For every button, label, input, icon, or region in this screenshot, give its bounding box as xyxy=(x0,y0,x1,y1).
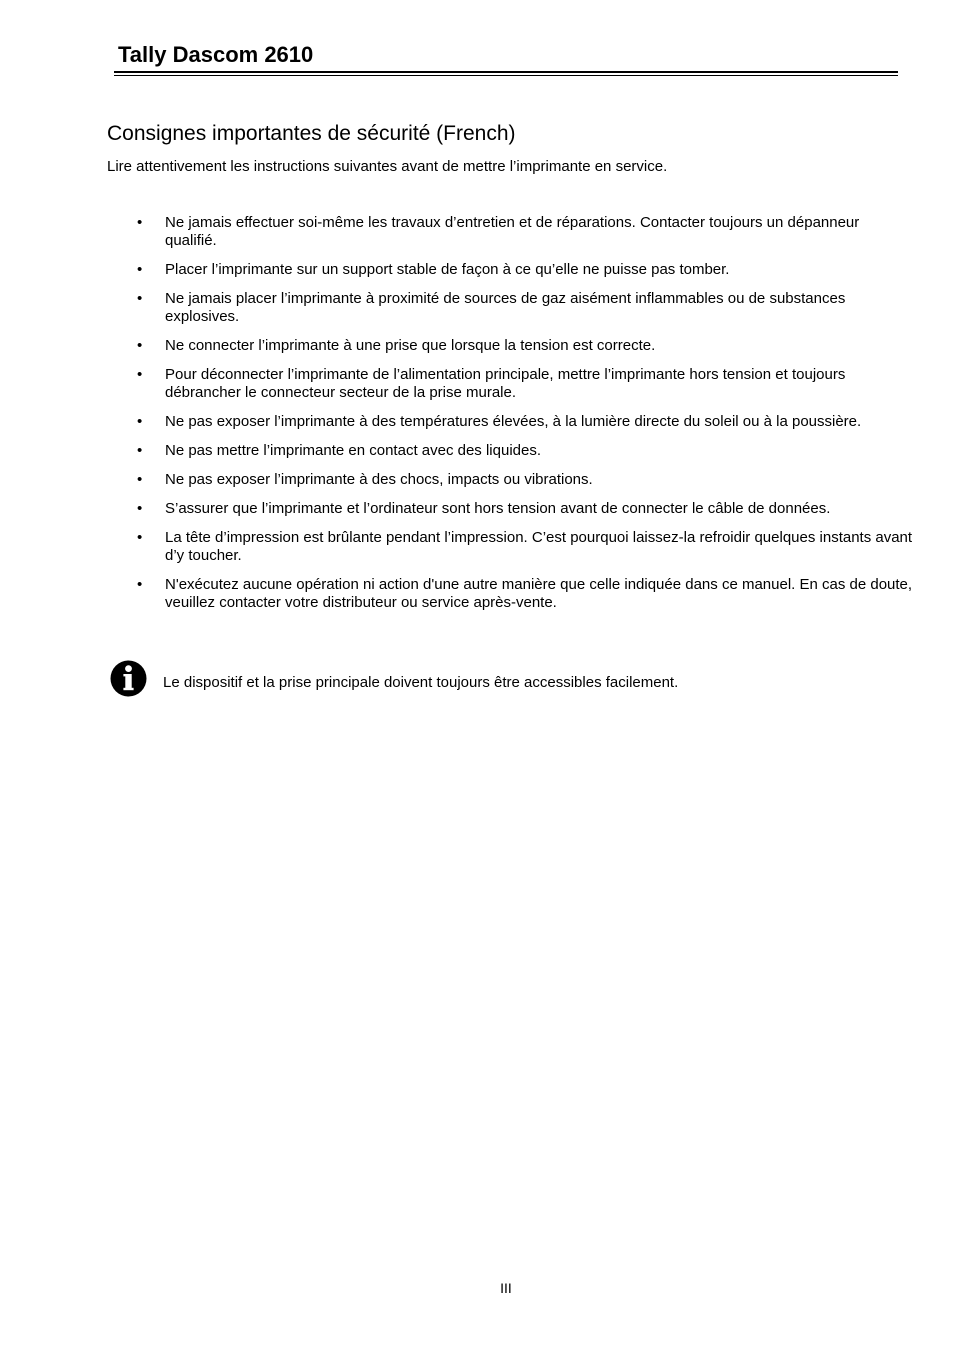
list-item-text: N'exécutez aucune opération ni action d'une autre manière que celle indiquée dans ce manuel. En cas de doute, veuillez contacter votre distributeur ou service après-vente. xyxy=(165,576,913,611)
list-item xyxy=(133,442,913,460)
list-item xyxy=(133,500,913,518)
section-title: Consignes importantes de sécurité (French) xyxy=(107,122,516,145)
header-divider-thick xyxy=(114,71,898,73)
bullet-icon: • xyxy=(137,471,143,488)
bullet-icon: • xyxy=(137,366,143,383)
section-intro: Lire attentivement les instructions suivantes avant de mettre l’imprimante en service. xyxy=(107,158,668,175)
page-header-title: Tally Dascom 2610 xyxy=(118,42,314,67)
note-text: Le dispositif et la prise principale doivent toujours être accessibles facilement. xyxy=(163,674,679,691)
list-item-text: La tête d’impression est brûlante pendant l’impression. C’est pourquoi laissez-la refroidir quelques instants avant d’y toucher. xyxy=(165,529,913,564)
bullet-icon: • xyxy=(137,529,143,546)
bullet-icon: • xyxy=(137,290,143,307)
bullet-icon: • xyxy=(137,413,143,430)
bullet-icon: • xyxy=(137,214,143,231)
list-item xyxy=(133,261,913,279)
list-item xyxy=(133,471,913,489)
safety-instructions-list xyxy=(133,214,913,623)
bullet-icon: • xyxy=(137,337,143,354)
list-item-text: Ne connecter l’imprimante à une prise que lorsque la tension est correcte. xyxy=(165,337,656,354)
list-item-text: Ne pas exposer l’imprimante à des températures élevées, à la lumière directe du soleil ou à la poussière. xyxy=(165,413,862,430)
list-item-text: Ne pas mettre l’imprimante en contact avec des liquides. xyxy=(165,442,542,459)
list-item-text: Ne jamais effectuer soi-même les travaux d’entretien et de réparations. Contacter toujours un dépanneur qualifié. xyxy=(165,214,860,249)
list-item xyxy=(133,366,913,402)
list-item xyxy=(133,413,913,431)
list-item-text: Pour déconnecter l’imprimante de l’alimentation principale, mettre l’imprimante hors tension et toujours débrancher le connecteur secteur de la prise murale. xyxy=(165,366,846,401)
bullet-icon: • xyxy=(137,500,143,517)
header-divider-thin xyxy=(114,75,898,76)
list-item-text: Placer l’imprimante sur un support stable de façon à ce qu’elle ne puisse pas tomber. xyxy=(165,261,730,278)
list-item xyxy=(133,214,913,250)
page-number: III xyxy=(500,1280,512,1296)
list-item-text: Ne pas exposer l’imprimante à des chocs, impacts ou vibrations. xyxy=(165,471,593,488)
list-item-text: Ne jamais placer l’imprimante à proximité de sources de gaz aisément inflammables ou de substances explosives. xyxy=(165,290,846,325)
info-icon xyxy=(110,660,147,697)
list-item xyxy=(133,529,913,565)
bullet-icon: • xyxy=(137,442,143,459)
bullet-icon: • xyxy=(137,261,143,278)
list-item xyxy=(133,290,913,326)
bullet-icon: • xyxy=(137,576,143,593)
list-item-text: S’assurer que l’imprimante et l’ordinateur sont hors tension avant de connecter le câble de données. xyxy=(165,500,831,517)
list-item xyxy=(133,337,913,355)
list-item xyxy=(133,576,913,612)
